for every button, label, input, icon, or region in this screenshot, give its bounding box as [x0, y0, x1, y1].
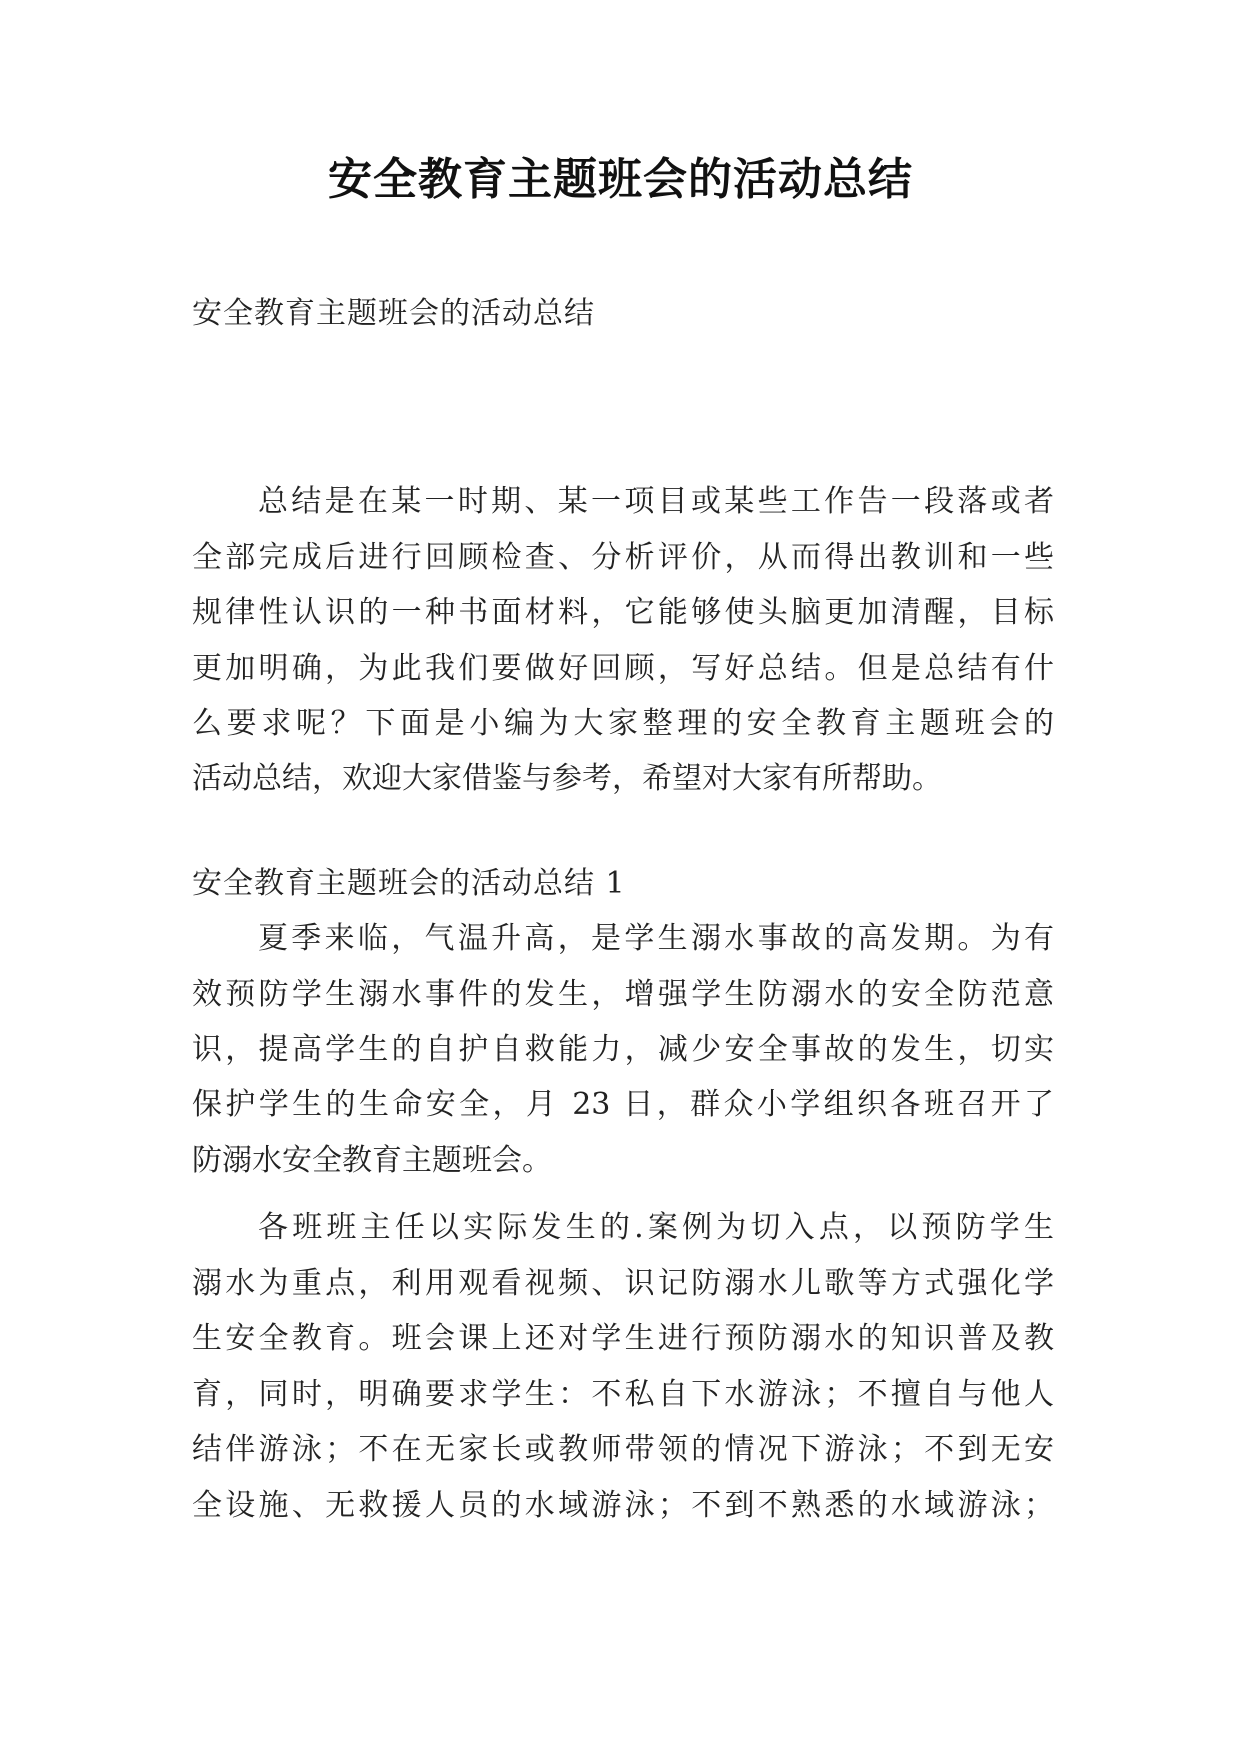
section-heading: 安全教育主题班会的活动总结 1 — [192, 866, 626, 901]
paragraph-line: 识，提高学生的自护自救能力，减少安全事故的发生，切实 — [192, 1032, 1054, 1067]
intro-line: 更加明确，为此我们要做好回顾，写好总结。但是总结有什 — [192, 651, 1054, 686]
intro-line: 规律性认识的一种书面材料，它能够使头脑更加清醒，目标 — [192, 595, 1054, 630]
intro-line: 么要求呢？下面是小编为大家整理的安全教育主题班会的 — [192, 706, 1054, 741]
paragraph-line: 夏季来临，气温升高，是学生溺水事故的高发期。为有 — [258, 921, 1054, 956]
paragraph-line: 保护学生的生命安全，月 23 日，群众小学组织各班召开了 — [192, 1087, 1054, 1122]
intro-line: 全部完成后进行回顾检查、分析评价，从而得出教训和一些 — [192, 540, 1054, 575]
intro-line: 活动总结，欢迎大家借鉴与参考，希望对大家有所帮助。 — [192, 761, 942, 796]
paragraph-line: 效预防学生溺水事件的发生，增强学生防溺水的安全防范意 — [192, 977, 1054, 1012]
paragraph-line: 全设施、无救援人员的水域游泳；不到不熟悉的水域游泳； — [192, 1488, 1054, 1523]
paragraph-line: 各班班主任以实际发生的.案例为切入点，以预防学生 — [258, 1210, 1054, 1245]
paragraph-line: 育，同时，明确要求学生：不私自下水游泳；不擅自与他人 — [192, 1377, 1054, 1412]
intro-line: 总结是在某一时期、某一项目或某些工作告一段落或者 — [258, 484, 1054, 519]
document-title: 安全教育主题班会的活动总结 — [328, 154, 913, 205]
paragraph-line: 溺水为重点，利用观看视频、识记防溺水儿歌等方式强化学 — [192, 1266, 1054, 1301]
paragraph-line: 生安全教育。班会课上还对学生进行预防溺水的知识普及教 — [192, 1321, 1054, 1356]
document-subtitle: 安全教育主题班会的活动总结 — [192, 296, 595, 331]
paragraph-line: 防溺水安全教育主题班会。 — [192, 1143, 552, 1178]
paragraph-line: 结伴游泳；不在无家长或教师带领的情况下游泳；不到无安 — [192, 1432, 1054, 1467]
